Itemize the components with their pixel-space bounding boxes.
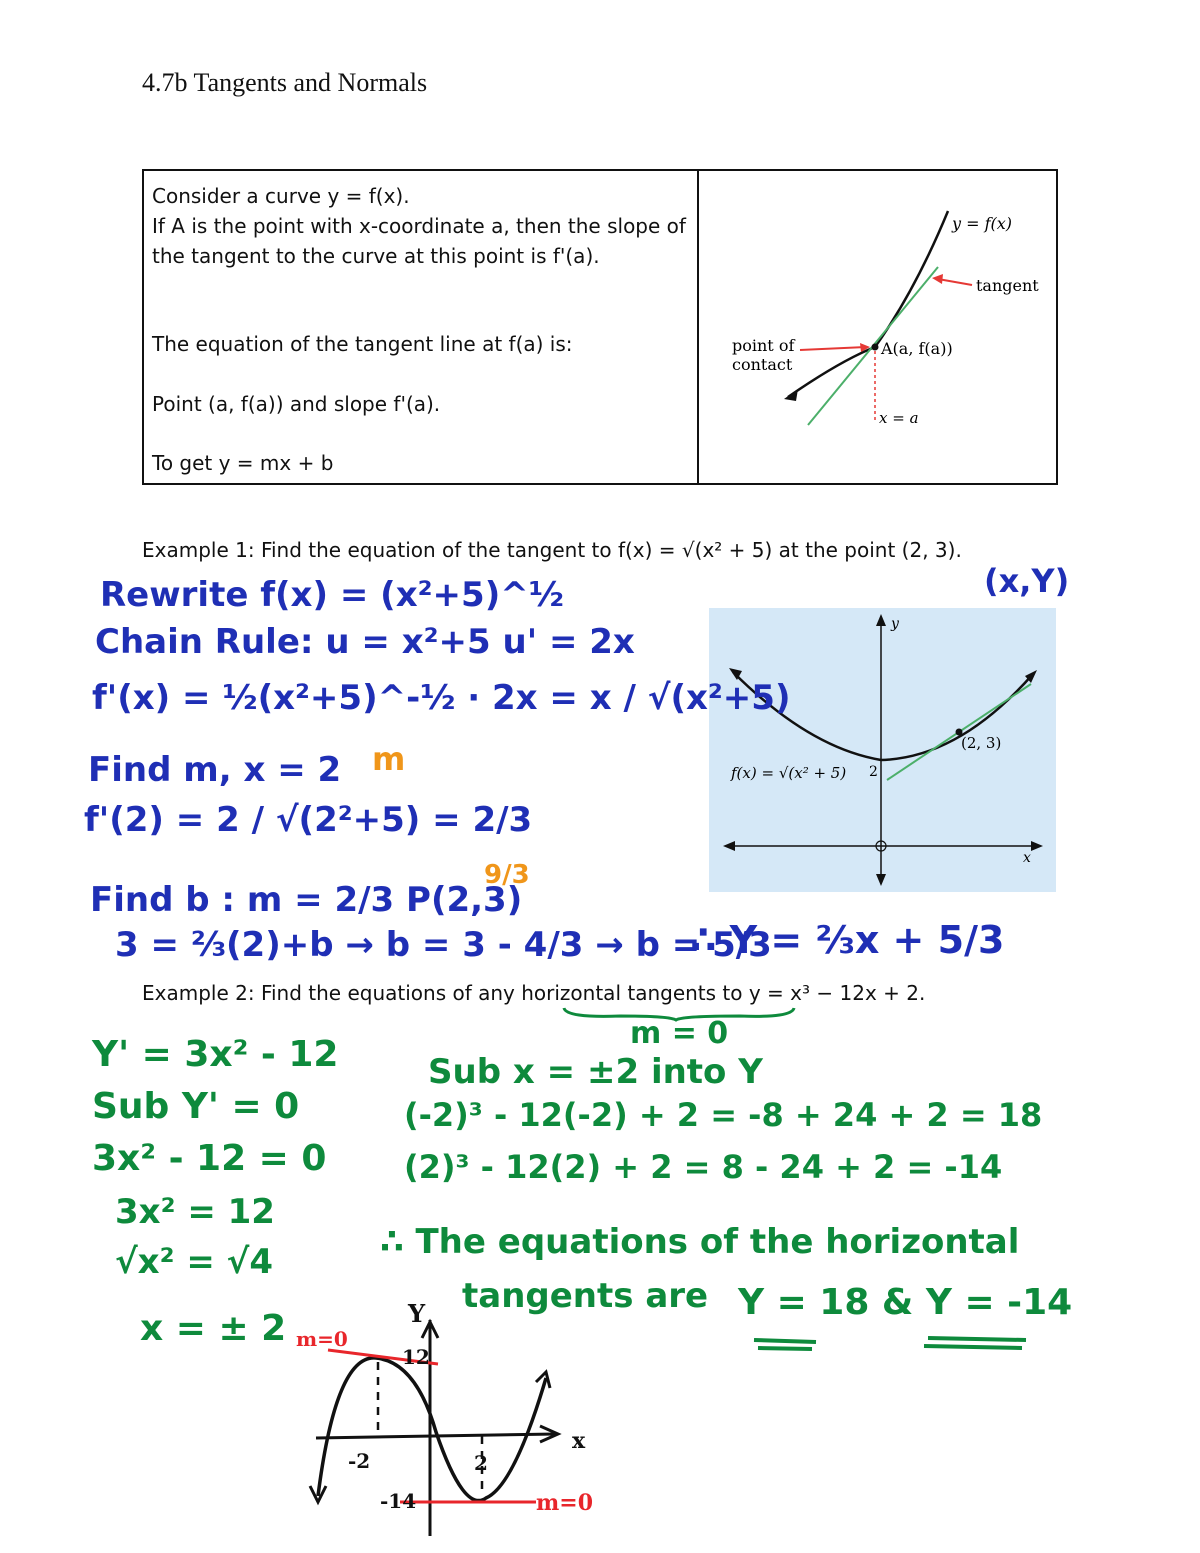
m-zero-note: m = 0	[630, 1016, 729, 1051]
m-annotation: m	[372, 740, 406, 778]
point-a	[872, 344, 879, 351]
conclusion-line-2b: Y = 18 & Y = -14	[738, 1282, 1073, 1323]
left-work-5: √x² = √4	[115, 1242, 273, 1282]
tangent-arrow-head	[932, 274, 943, 284]
contact-arrow	[800, 347, 866, 350]
sub-row-1: (-2)³ - 12(-2) + 2 = -8 + 24 + 2 = 18	[404, 1096, 1043, 1134]
find-b-step: Find b : m = 2/3 P(2,3)	[90, 880, 523, 920]
underline-2a	[928, 1338, 1026, 1340]
conclusion-line-2a: tangents are	[462, 1276, 709, 1316]
contact-label-1: point of	[732, 336, 795, 355]
point-label: A(a, f(a))	[881, 339, 953, 358]
left-work-6: x = ± 2	[140, 1308, 287, 1349]
definition-line-2: If A is the point with x-coordinate a, then the slope of the tangent to the curve at this point is f'(a).	[152, 214, 686, 268]
left-work-1: Y' = 3x² - 12	[92, 1034, 339, 1075]
sketch-x-neg: -2	[348, 1449, 371, 1473]
point-label: (2, 3)	[961, 734, 1002, 752]
page-title: 4.7b Tangents and Normals	[142, 68, 428, 97]
sketch-x-pos: 2	[474, 1451, 488, 1475]
left-work-4: 3x² = 12	[115, 1192, 275, 1232]
sub-row-2: (2)³ - 12(2) + 2 = 8 - 24 + 2 = -14	[404, 1148, 1003, 1186]
curve-arrow-left	[784, 389, 798, 401]
definition-line-4: Point (a, f(a)) and slope f'(a).	[152, 392, 441, 416]
y-axis-label: y	[891, 616, 899, 632]
curve-label: y = f(x)	[952, 214, 1013, 233]
example1-graph	[709, 608, 1056, 892]
f-prime-2-step: f'(2) = 2 / √(2²+5) = 2/3	[84, 800, 533, 840]
x-axis-arrow-left	[723, 841, 735, 851]
derivative-step: f'(x) = ½(x²+5)^-½ · 2x = x / √(x²+5)	[92, 678, 791, 718]
y-tick-2: 2	[869, 764, 878, 780]
underline-1a	[754, 1340, 816, 1342]
underline-1b	[758, 1348, 812, 1349]
sketch-cubic-curve	[318, 1358, 546, 1501]
tangent-label: tangent	[976, 276, 1039, 295]
example1-answer: ∴ Y = ⅔x + 5/3	[690, 918, 1005, 962]
y-axis-arrow	[876, 614, 886, 626]
xa-label: x = a	[879, 409, 919, 427]
definition-line-1: Consider a curve y = f(x).	[152, 184, 410, 208]
chain-rule-step: Chain Rule: u = x²+5 u' = 2x	[95, 622, 635, 662]
answer-underlines	[740, 1330, 1060, 1354]
sketch-m0-top: m=0	[296, 1327, 348, 1351]
example2-prompt: Example 2: Find the equations of any horizontal tangents to y = x³ − 12x + 2.	[142, 981, 926, 1005]
cubic-sketch	[296, 1296, 616, 1541]
conclusion-line-1: ∴ The equations of the horizontal	[380, 1222, 1020, 1262]
xy-annotation: (x,Y)	[984, 562, 1070, 600]
left-work-2: Sub Y' = 0	[92, 1086, 300, 1127]
sub-step: Sub x = ±2 into Y	[428, 1052, 763, 1092]
contact-label-2: contact	[732, 355, 793, 374]
tangent-diagram	[700, 171, 1056, 483]
definition-divider	[697, 169, 699, 485]
left-work-3: 3x² - 12 = 0	[92, 1138, 327, 1179]
b-annotation: 9/3	[484, 860, 530, 890]
x-axis-arrow-right	[1031, 841, 1043, 851]
find-m-step: Find m, x = 2	[88, 750, 342, 790]
function-label: f(x) = √(x² + 5)	[731, 764, 847, 782]
definition-line-5: To get y = mx + b	[152, 451, 334, 475]
x-axis-label: x	[1023, 850, 1031, 866]
definition-line-3: The equation of the tangent line at f(a) is:	[152, 332, 573, 356]
sketch-m0-bottom: m=0	[536, 1490, 594, 1516]
sketch-y-bottom: -14	[380, 1489, 417, 1513]
sketch-y-label: Y	[408, 1299, 426, 1328]
sketch-x-label: x	[572, 1428, 586, 1454]
sketch-y-top: 12	[402, 1345, 430, 1369]
rewrite-step: Rewrite f(x) = (x²+5)^½	[100, 575, 564, 615]
y-axis-arrow-down	[876, 874, 886, 886]
curve	[788, 211, 948, 397]
solve-b-step: 3 = ⅔(2)+b → b = 3 - 4/3 → b = 5/3	[115, 925, 772, 965]
underline-2b	[924, 1346, 1022, 1348]
example1-prompt: Example 1: Find the equation of the tangent to f(x) = √(x² + 5) at the point (2, 3).	[142, 538, 962, 562]
tangent-arrow	[938, 279, 972, 285]
